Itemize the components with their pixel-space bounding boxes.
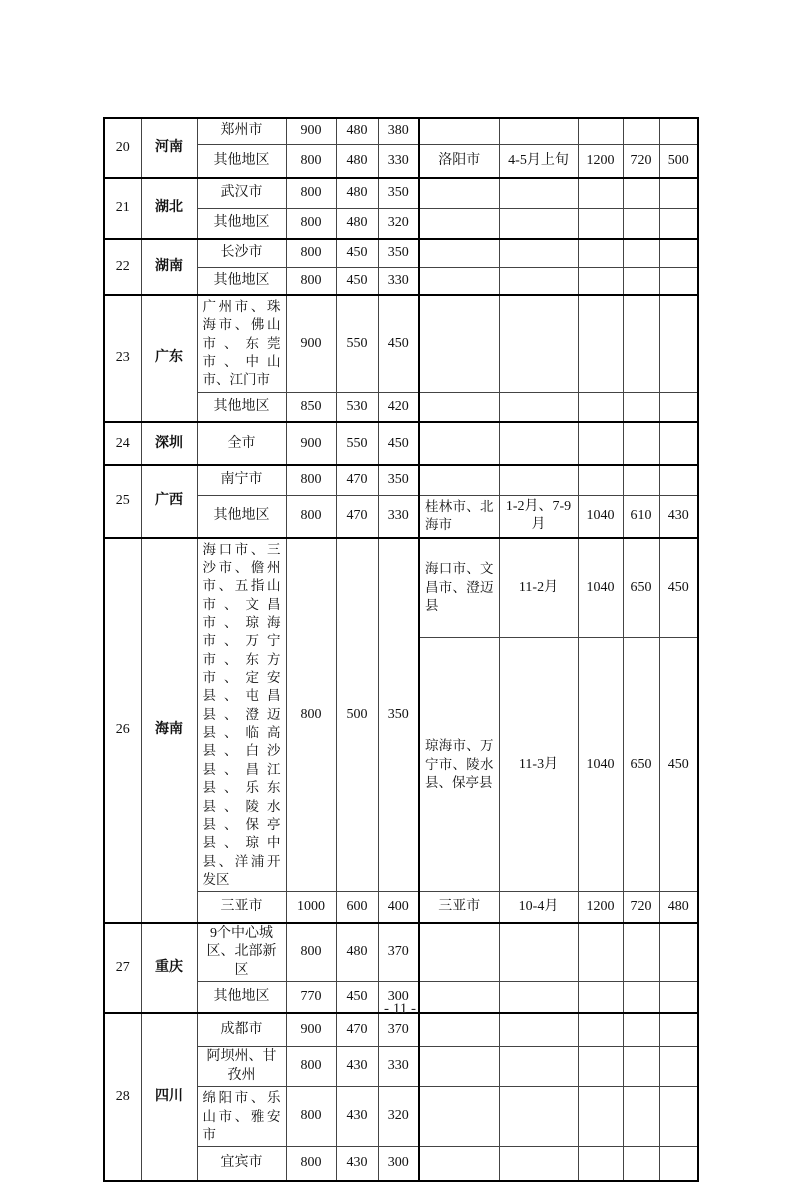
cell-city — [419, 1047, 499, 1087]
cell-period — [499, 118, 578, 144]
cell-city — [419, 422, 499, 465]
cell-price-3: 320 — [378, 208, 419, 239]
cell-price-4 — [578, 1087, 623, 1147]
cell-region: 三亚市 — [197, 892, 286, 923]
cell-period — [499, 1047, 578, 1087]
cell-price-2: 450 — [336, 267, 378, 295]
cell-period: 10-4月 — [499, 892, 578, 923]
cell-price-3: 450 — [378, 422, 419, 465]
cell-region: 全市 — [197, 422, 286, 465]
cell-city: 海口市、文昌市、澄迈县 — [419, 538, 499, 638]
cell-price-2: 600 — [336, 892, 378, 923]
cell-city — [419, 239, 499, 267]
table-row — [104, 422, 698, 465]
cell-period: 4-5月上旬 — [499, 144, 578, 178]
cell-region: 其他地区 — [197, 392, 286, 422]
cell-price-3: 380 — [378, 118, 419, 144]
cell-period: 11-3月 — [499, 638, 578, 892]
cell-price-5: 650 — [623, 538, 659, 638]
cell-city: 桂林市、北海市 — [419, 495, 499, 537]
cell-region: 成都市 — [197, 1013, 286, 1047]
cell-price-6: 480 — [659, 892, 698, 923]
cell-price-5 — [623, 295, 659, 392]
cell-city: 三亚市 — [419, 892, 499, 923]
cell-region: 宜宾市 — [197, 1147, 286, 1181]
cell-region: 郑州市 — [197, 118, 286, 144]
cell-price-4 — [578, 118, 623, 144]
cell-period — [499, 267, 578, 295]
cell-price-3: 330 — [378, 1047, 419, 1087]
cell-price-4 — [578, 923, 623, 982]
cell-region: 阿坝州、甘孜州 — [197, 1047, 286, 1087]
cell-price-6 — [659, 1087, 698, 1147]
cell-region: 其他地区 — [197, 144, 286, 178]
cell-city — [419, 208, 499, 239]
cell-index: 27 — [104, 923, 141, 1013]
cell-price-5 — [623, 1147, 659, 1181]
cell-region: 广州市、珠海市、佛山市、东莞市、中山市、江门市 — [197, 295, 286, 392]
cell-price-4: 1200 — [578, 144, 623, 178]
cell-price-4 — [578, 1147, 623, 1181]
cell-price-2: 480 — [336, 923, 378, 982]
cell-price-5 — [623, 392, 659, 422]
cell-price-3: 350 — [378, 465, 419, 495]
cell-price-6: 430 — [659, 495, 698, 537]
cell-price-2: 430 — [336, 1087, 378, 1147]
cell-period — [499, 923, 578, 982]
cell-price-4 — [578, 1047, 623, 1087]
cell-price-2: 480 — [336, 144, 378, 178]
cell-city — [419, 465, 499, 495]
cell-province: 广西 — [141, 465, 197, 537]
cell-period — [499, 1087, 578, 1147]
page-number: - 11 - — [384, 1001, 416, 1017]
cell-province: 广东 — [141, 295, 197, 422]
table-row — [104, 118, 698, 144]
cell-index: 20 — [104, 118, 141, 178]
cell-price-3: 350 — [378, 538, 419, 892]
cell-price-6 — [659, 923, 698, 982]
cell-region: 其他地区 — [197, 495, 286, 537]
cell-price-1: 800 — [286, 465, 336, 495]
cell-index: 22 — [104, 239, 141, 295]
cell-price-4 — [578, 295, 623, 392]
cell-period — [499, 295, 578, 392]
cell-price-5 — [623, 178, 659, 208]
cell-price-1: 800 — [286, 1147, 336, 1181]
cell-price-1: 800 — [286, 208, 336, 239]
cell-price-3: 450 — [378, 295, 419, 392]
cell-price-5 — [623, 1047, 659, 1087]
cell-price-6 — [659, 178, 698, 208]
cell-city: 洛阳市 — [419, 144, 499, 178]
cell-province: 河南 — [141, 118, 197, 178]
cell-price-1: 770 — [286, 982, 336, 1013]
cell-price-5 — [623, 465, 659, 495]
cell-province: 湖北 — [141, 178, 197, 239]
cell-price-5 — [623, 1087, 659, 1147]
cell-city — [419, 392, 499, 422]
cell-period — [499, 239, 578, 267]
cell-price-1: 800 — [286, 538, 336, 892]
cell-price-3: 330 — [378, 267, 419, 295]
cell-price-2: 430 — [336, 1147, 378, 1181]
cell-price-1: 900 — [286, 422, 336, 465]
cell-region: 其他地区 — [197, 208, 286, 239]
cell-price-2: 480 — [336, 178, 378, 208]
cell-price-2: 470 — [336, 1013, 378, 1047]
cell-price-4 — [578, 267, 623, 295]
cell-price-6 — [659, 465, 698, 495]
cell-region: 其他地区 — [197, 267, 286, 295]
cell-price-3: 350 — [378, 239, 419, 267]
cell-price-5 — [623, 239, 659, 267]
cell-city — [419, 1087, 499, 1147]
cell-price-4: 1040 — [578, 638, 623, 892]
cell-price-5: 650 — [623, 638, 659, 892]
cell-price-6 — [659, 118, 698, 144]
cell-region: 长沙市 — [197, 239, 286, 267]
cell-period — [499, 465, 578, 495]
cell-price-1: 800 — [286, 923, 336, 982]
cell-price-5: 610 — [623, 495, 659, 537]
cell-price-5 — [623, 267, 659, 295]
cell-price-5 — [623, 923, 659, 982]
cell-price-1: 800 — [286, 1087, 336, 1147]
cell-price-6 — [659, 1047, 698, 1087]
cell-index: 25 — [104, 465, 141, 537]
cell-city — [419, 923, 499, 982]
cell-price-3: 330 — [378, 495, 419, 537]
cell-region: 南宁市 — [197, 465, 286, 495]
cell-price-4 — [578, 239, 623, 267]
cell-price-4 — [578, 208, 623, 239]
cell-period — [499, 178, 578, 208]
cell-region: 其他地区 — [197, 982, 286, 1013]
cell-price-6: 450 — [659, 538, 698, 638]
cell-index: 21 — [104, 178, 141, 239]
cell-price-2: 470 — [336, 495, 378, 537]
cell-price-2: 500 — [336, 538, 378, 892]
cell-price-3: 330 — [378, 144, 419, 178]
table-row — [104, 295, 698, 392]
cell-period — [499, 392, 578, 422]
cell-price-1: 800 — [286, 267, 336, 295]
table-row — [104, 923, 698, 982]
table-row — [104, 178, 698, 208]
cell-price-1: 800 — [286, 144, 336, 178]
cell-price-2: 450 — [336, 239, 378, 267]
cell-region: 9个中心城区、北部新区 — [197, 923, 286, 982]
table-row — [104, 465, 698, 495]
cell-price-6: 500 — [659, 144, 698, 178]
cell-period: 1-2月、7-9月 — [499, 495, 578, 537]
cell-region: 海口市、三沙市、儋州市、五指山市、文昌市、琼海市、万宁市、东方市、定安县、屯昌县、澄迈县、临高县、白沙县、昌江县、乐东县、陵水县、保亭县、琼中县、洋浦开发区 — [197, 538, 286, 892]
cell-price-5: 720 — [623, 892, 659, 923]
cell-index: 23 — [104, 295, 141, 422]
cell-price-1: 800 — [286, 178, 336, 208]
table-row — [104, 239, 698, 267]
cell-city: 琼海市、万宁市、陵水县、保亭县 — [419, 638, 499, 892]
cell-price-3: 400 — [378, 892, 419, 923]
cell-price-2: 430 — [336, 1047, 378, 1087]
cell-province: 湖南 — [141, 239, 197, 295]
cell-period — [499, 1147, 578, 1181]
cell-price-5 — [623, 208, 659, 239]
cell-city — [419, 295, 499, 392]
cell-price-1: 800 — [286, 1047, 336, 1087]
cell-price-5 — [623, 118, 659, 144]
cell-price-1: 900 — [286, 295, 336, 392]
cell-price-1: 800 — [286, 495, 336, 537]
cell-index: 24 — [104, 422, 141, 465]
cell-price-5: 720 — [623, 144, 659, 178]
cell-price-4: 1200 — [578, 892, 623, 923]
cell-province: 深圳 — [141, 422, 197, 465]
table-row — [104, 538, 698, 638]
cell-price-6: 450 — [659, 638, 698, 892]
cell-city — [419, 178, 499, 208]
cell-price-2: 480 — [336, 118, 378, 144]
cell-price-1: 800 — [286, 239, 336, 267]
cell-region: 绵阳市、乐山市、雅安市 — [197, 1087, 286, 1147]
cell-price-6 — [659, 392, 698, 422]
cell-price-3: 370 — [378, 923, 419, 982]
cell-index: 28 — [104, 1013, 141, 1181]
cell-price-4 — [578, 422, 623, 465]
cell-price-3: 420 — [378, 392, 419, 422]
cell-price-2: 530 — [336, 392, 378, 422]
cell-price-6 — [659, 239, 698, 267]
cell-price-1: 900 — [286, 1013, 336, 1047]
cell-price-1: 850 — [286, 392, 336, 422]
cell-price-3: 350 — [378, 178, 419, 208]
cell-index: 26 — [104, 538, 141, 923]
cell-price-6 — [659, 267, 698, 295]
rate-table — [103, 117, 699, 1182]
cell-price-1: 900 — [286, 118, 336, 144]
cell-period — [499, 208, 578, 239]
cell-price-6 — [659, 422, 698, 465]
cell-period — [499, 422, 578, 465]
cell-price-4: 1040 — [578, 538, 623, 638]
cell-region: 武汉市 — [197, 178, 286, 208]
cell-price-2: 470 — [336, 465, 378, 495]
cell-city — [419, 1147, 499, 1181]
cell-price-4 — [578, 178, 623, 208]
cell-price-6 — [659, 208, 698, 239]
cell-price-3: 370 — [378, 1013, 419, 1047]
cell-price-6 — [659, 295, 698, 392]
cell-province: 重庆 — [141, 923, 197, 1013]
cell-price-3: 300 — [378, 982, 419, 1013]
cell-price-4 — [578, 465, 623, 495]
cell-price-4: 1040 — [578, 495, 623, 537]
cell-period: 11-2月 — [499, 538, 578, 638]
cell-price-6 — [659, 1147, 698, 1181]
cell-price-2: 480 — [336, 208, 378, 239]
cell-city — [419, 118, 499, 144]
cell-price-2: 550 — [336, 295, 378, 392]
cell-province: 海南 — [141, 538, 197, 923]
cell-price-2: 450 — [336, 982, 378, 1013]
cell-province: 四川 — [141, 1013, 197, 1181]
cell-price-3: 320 — [378, 1087, 419, 1147]
cell-price-1: 1000 — [286, 892, 336, 923]
cell-city — [419, 267, 499, 295]
cell-price-2: 550 — [336, 422, 378, 465]
cell-price-5 — [623, 422, 659, 465]
cell-price-4 — [578, 392, 623, 422]
cell-price-3: 300 — [378, 1147, 419, 1181]
